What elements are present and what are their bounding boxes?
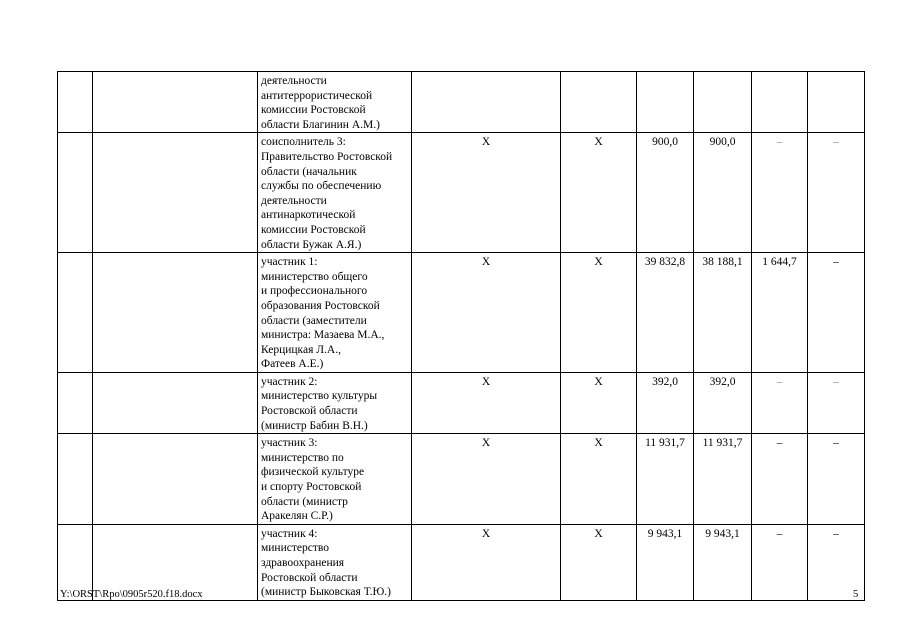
cell-regional: 392,0 [694,372,752,433]
cell-col-a [412,72,561,133]
cell-other: – [808,524,865,600]
cell-col-b: Х [561,253,637,373]
table-row [58,72,865,133]
cell-total: 900,0 [637,133,694,253]
cell-federal [752,72,808,133]
cell-regional: 900,0 [694,133,752,253]
cell-other: – [808,434,865,525]
cell-responsible: участник 4: министерство здравоохранения Ростовской области (министр Быковская Т.Ю.) [258,524,412,600]
cell-federal: 1 644,7 [752,253,808,373]
table-body [58,72,865,601]
cell-col-a: Х [412,253,561,373]
cell-event [93,133,258,253]
cell-total: 9 943,1 [637,524,694,600]
cell-other: – [808,133,865,253]
cell-total: 39 832,8 [637,253,694,373]
cell-federal: – [752,434,808,525]
cell-col-a: Х [412,524,561,600]
cell-other: – [808,372,865,433]
table-row [58,253,865,373]
cell-regional: 11 931,7 [694,434,752,525]
cell-number [58,133,93,253]
cell-federal: – [752,133,808,253]
cell-number [58,253,93,373]
cell-number [58,372,93,433]
cell-total: 11 931,7 [637,434,694,525]
cell-event [93,253,258,373]
cell-responsible: участник 3: министерство по физической культуре и спорту Ростовской области (министр Аракелян С.Р.) [258,434,412,525]
cell-other: – [808,253,865,373]
cell-col-a: Х [412,133,561,253]
cell-regional: 9 943,1 [694,524,752,600]
cell-col-b: Х [561,434,637,525]
cell-col-a: Х [412,434,561,525]
table-row [58,372,865,433]
cell-event [93,372,258,433]
cell-event [93,434,258,525]
cell-number [58,434,93,525]
cell-col-b: Х [561,372,637,433]
cell-other [808,72,865,133]
program-table [57,71,865,601]
footer-page-number: 5 [853,589,859,600]
cell-responsible: участник 1: министерство общего и профессионального образования Ростовской области (заместители министра: Мазаева М.А., Керцицкая Л.А., Фатеев А.Е.) [258,253,412,373]
cell-responsible: соисполнитель 3: Правительство Ростовской области (начальник службы по обеспечению деятельности антинаркотической комиссии Ростовской области Бужак А.Я.) [258,133,412,253]
cell-responsible: участник 2: министерство культуры Ростовской области (министр Бабин В.Н.) [258,372,412,433]
cell-responsible: деятельности антитеррористической комиссии Ростовской области Благинин А.М.) [258,72,412,133]
cell-col-b [561,72,637,133]
table-row [58,434,865,525]
cell-total [637,72,694,133]
cell-federal: – [752,524,808,600]
cell-total: 392,0 [637,372,694,433]
cell-col-b: Х [561,133,637,253]
cell-col-a: Х [412,372,561,433]
cell-regional [694,72,752,133]
cell-regional: 38 188,1 [694,253,752,373]
cell-federal: – [752,372,808,433]
table-row [58,133,865,253]
cell-col-b: Х [561,524,637,600]
footer-file-path: Y:\ORST\Rpo\0905r520.f18.docx [60,589,203,600]
cell-number [58,72,93,133]
cell-event [93,72,258,133]
